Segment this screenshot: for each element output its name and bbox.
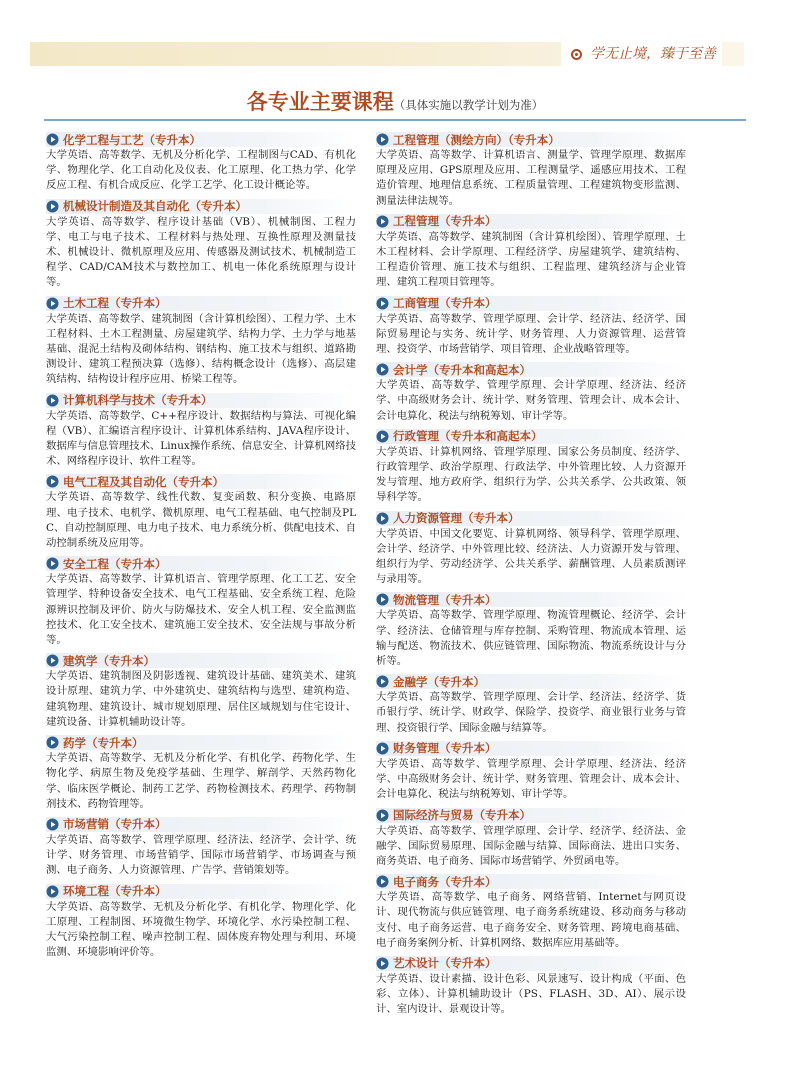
major-entry (376, 741, 686, 803)
major-entry (46, 884, 356, 961)
major-courses: 大学英语、高等数学、电子商务、网络营销、Internet与网页设计、现代物流与供应链管理、电子商务系统建设、移动商务与移动支付、电子商务运营、电子商务安全、财务管理、跨境电商基础、电子商务案例分析、计算机网络、数据库应用基础等。 (376, 891, 686, 949)
major-courses: 大学英语、高等数学、管理学原理、会计学、经济法、经济学、国际贸易理论与实务、统计学、财务管理、人力资源管理、运营管理、投资学、市场营销学、项目管理、企业战略管理等。 (376, 312, 686, 356)
major-entry (376, 511, 686, 588)
major-entry (46, 132, 356, 194)
major-entry (376, 362, 686, 424)
major-name: 人力资源管理（专升本） (393, 511, 520, 526)
left-column (46, 132, 356, 965)
major-heading (376, 214, 686, 229)
major-heading (376, 808, 686, 823)
major-entry (46, 653, 356, 730)
major-courses: 大学英语、高等数学、C++程序设计、数据结构与算法、可视化编程（VB）、汇编语言程序设计、计算机体系结构、JAVA程序设计、数据库与信息管理技术、Linux操作系统、信息安全、计算机网络技术、网络程序设计、软件工程等。 (46, 409, 357, 468)
major-name: 工程管理（专升本） (393, 214, 497, 229)
major-heading (46, 884, 356, 899)
major-courses: 大学英语、高等数学、管理学原理、物流管理概论、经济学、会计学、经济法、仓储管理与库存控制、采购管理、物流成本管理、运输与配送、物流技术、供应链管理、国际物流、物流系统设计与分析等。 (376, 609, 686, 668)
major-heading (46, 653, 356, 668)
major-heading (376, 511, 686, 526)
play-triangle-icon (376, 809, 389, 822)
major-entry (376, 132, 686, 209)
major-courses: 大学英语、高等数学、建筑制图（含计算机绘图）、工程力学、土木工程材料、土木工程测量、房屋建筑学、结构力学、土力学与地基基础、混泥土结构及砌体结构、钢结构、施工技术与组织、道路勘测设计、建筑工程预决算（选修）、结构概念设计（选修）、高层建筑结构、结构设计程序应用、桥梁工程等。 (46, 312, 356, 386)
major-heading (376, 674, 686, 689)
major-name: 药学（专升本） (63, 735, 144, 750)
major-courses: 大学英语、高等数学、程序设计基础（VB）、机械制图、工程力学、电工与电子技术、工程材料与热处理、互换性原理及测量技术、机械设计、微机原理及应用、传感器及测试技术、机械制造工程学、CAD/CAM技术与数控加工、机电一体化系统原理与设计等。 (46, 215, 356, 289)
major-name: 行政管理（专升本和高起本） (393, 429, 543, 444)
major-name: 工商管理（专升本） (393, 296, 497, 311)
slogan-text: 学无止境，臻于至善 (590, 46, 716, 62)
play-triangle-icon (376, 675, 389, 688)
slogan (561, 42, 722, 66)
major-courses: 大学英语、设计素描、设计色彩、风景速写、设计构成（平面、色彩、立体）、计算机辅助设计（PS、FLASH、3D、AI）、展示设计、室内设计、景观设计等。 (376, 972, 686, 1016)
play-triangle-icon (376, 215, 389, 228)
major-name: 环境工程（专升本） (63, 884, 167, 899)
major-entry (46, 556, 356, 648)
play-triangle-icon (46, 200, 59, 213)
major-courses: 大学英语、建筑制图及阴影透视、建筑设计基础、建筑美术、建筑设计原理、建筑力学、中外建筑史、建筑结构与选型、建筑构造、建筑物理、建筑设计、城市规划原理、居住区域规划与住宅设计、建筑设备、计算机辅助设计等。 (46, 670, 356, 728)
major-entry (376, 296, 686, 358)
major-courses: 大学英语、高等数学、线性代数、复变函数、积分变换、电路原理、电子技术、电机学、微机原理、电气工程基础、电气控制及PLC、自动控制原理、电力电子技术、电力系统分析、供配电技术、自动控制系统及应用等。 (46, 491, 356, 550)
major-courses: 大学英语、高等数学、管理学原理、会计学原理、经济法、经济学、中高级财务会计、统计学、财务管理、管理会计、成本会计、会计电算化、税法与纳税筹划、审计学等。 (376, 379, 686, 422)
major-name: 艺术设计（专升本） (393, 956, 497, 971)
play-triangle-icon (46, 394, 59, 407)
page-title: 各专业主要课程 (246, 90, 394, 114)
title-divider (44, 119, 746, 121)
major-courses: 大学英语、高等数学、管理学原理、会计学原理、经济法、经济学、中高级财务会计、统计学、财务管理、管理会计、成本会计、会计电算化、税法与纳税筹划、审计学等。 (376, 757, 686, 801)
major-entry (46, 199, 356, 291)
major-name: 物流管理（专升本） (393, 592, 497, 607)
major-heading (376, 592, 686, 607)
major-name: 建筑学（专升本） (63, 653, 155, 668)
major-name: 化学工程与工艺（专升本） (63, 132, 201, 147)
major-heading (376, 956, 686, 971)
major-courses: 大学英语、高等数学、无机及分析化学、有机化学、药物化学、生物化学、病原生物及免疫学基础、生理学、解剖学、天然药物化学、临床医学概论、制药工艺学、药物检测技术、药理学、药物制剂技术、药物管理等。 (46, 752, 356, 810)
play-triangle-icon (46, 654, 59, 667)
right-column (376, 132, 686, 1023)
major-courses: 大学英语、高等数学、无机及分析化学、工程制图与CAD、有机化学、物理化学、化工自动化及仪表、化工原理、化工热力学、化学反应工程、有机合成反应、化学工艺学、化工设计概论等。 (46, 149, 356, 192)
major-heading (46, 296, 356, 311)
play-triangle-icon (376, 742, 389, 755)
play-triangle-icon (46, 297, 59, 310)
major-entry (376, 674, 686, 736)
major-name: 土木工程（专升本） (63, 296, 167, 311)
header-band (30, 42, 744, 66)
major-entry (46, 817, 356, 879)
major-heading (376, 874, 686, 889)
play-triangle-icon (376, 133, 389, 146)
major-heading (376, 362, 686, 377)
major-courses: 大学英语、高等数学、管理学原理、会计学、经济学、经济法、金融学、国际贸易原理、国际金融与结算、国际商法、进出口实务、商务英语、电子商务、国际市场营销学、外贸函电等。 (376, 824, 686, 867)
major-entry (376, 874, 686, 951)
major-courses: 大学英语、计算机网络、管理学原理、国家公务员制度、经济学、行政管理学、政治学原理、行政法学、中外管理比较、人力资源开发与管理、地方政府学、组织行为学、公共关系学、公共政策、领导科学等。 (376, 445, 686, 504)
major-entry (46, 735, 356, 812)
major-heading (376, 296, 686, 311)
major-entry (376, 808, 686, 870)
major-courses: 大学英语、高等数学、管理学原理、会计学、经济法、经济学、货币银行学、统计学、财政学、保险学、投资学、商业银行业务与管理、投资银行学、国际金融与结算等。 (376, 691, 686, 734)
major-name: 电气工程及其自动化（专升本） (63, 474, 224, 489)
major-name: 电子商务（专升本） (393, 874, 497, 889)
major-courses: 大学英语、高等数学、管理学原理、经济法、经济学、会计学、统计学、财务管理、市场营销学、国际市场营销学、市场调查与预测、电子商务、人力资源管理、广告学、营销策划等。 (46, 833, 356, 877)
major-courses: 大学英语、高等数学、计算机语言、管理学原理、化工工艺、安全管理学、特种设备安全技术、电气工程基础、安全系统工程、危险源辨识控制及评价、防火与防爆技术、安全人机工程、安全监测监控技术、化工安全技术、建筑施工安全技术、安全法规与事故分析等。 (46, 573, 356, 647)
major-courses: 大学英语、中国文化要览、计算机网络、领导科学、管理学原理、会计学、经济学、中外管理比较、经济法、人力资源开发与管理、组织行为学、劳动经济学、公共关系学、薪酬管理、人员素质测评与录用等。 (376, 527, 686, 586)
play-triangle-icon (46, 885, 59, 898)
major-courses: 大学英语、高等数学、建筑制图（含计算机绘图）、管理学原理、土木工程材料、会计学原理、工程经济学、房屋建筑学、建筑结构、工程造价管理、施工技术与组织、工程监理、建筑经济与企业管理、建筑工程项目管理等。 (376, 230, 686, 289)
major-courses: 大学英语、高等数学、无机及分析化学、有机化学、物理化学、化工原理、工程制图、环境微生物学、环境化学、水污染控制工程、大气污染控制工程、噪声控制工程、固体废弃物处理与利用、环境监测、环境影响评价等。 (46, 900, 356, 959)
major-name: 国际经济与贸易（专升本） (393, 808, 531, 822)
major-entry (376, 214, 686, 291)
major-heading (46, 817, 356, 832)
major-entry (376, 592, 686, 669)
page-heading (0, 86, 790, 116)
major-entry (46, 296, 356, 388)
major-name: 金融学（专升本） (393, 674, 485, 689)
play-triangle-icon (46, 736, 59, 749)
major-heading (46, 735, 356, 750)
play-triangle-icon (376, 957, 389, 970)
major-name: 计算机科学与技术（专升本） (63, 393, 213, 408)
play-triangle-icon (46, 557, 59, 570)
play-triangle-icon (46, 475, 59, 488)
play-triangle-icon (46, 818, 59, 831)
major-courses: 大学英语、高等数学、计算机语言、测量学、管理学原理、数据库原理及应用、GPS原理及应用、工程测量学、遥感应用技术、工程造价管理、地理信息系统、工程质量管理、工程建筑物变形监测、测量法律法规等。 (376, 149, 686, 207)
major-name: 财务管理（专升本） (393, 741, 497, 756)
major-heading (46, 474, 356, 489)
major-heading (376, 741, 686, 756)
play-triangle-icon (376, 593, 389, 606)
major-entry (376, 956, 686, 1018)
major-heading (46, 199, 356, 214)
play-triangle-icon (376, 363, 389, 376)
play-triangle-icon (376, 512, 389, 525)
play-triangle-icon (376, 297, 389, 310)
major-heading (376, 132, 686, 147)
major-heading (46, 393, 356, 408)
major-heading (46, 132, 356, 147)
play-triangle-icon (376, 875, 389, 888)
major-name: 市场营销（专升本） (63, 817, 167, 832)
major-entry (376, 429, 686, 506)
major-heading (376, 429, 686, 444)
major-name: 工程管理（测绘方向）（专升本） (393, 132, 560, 147)
circle-mark-icon (571, 49, 582, 60)
major-entry (46, 474, 356, 551)
major-name: 机械设计制造及其自动化（专升本） (63, 199, 247, 214)
major-name: 安全工程（专升本） (63, 556, 167, 571)
major-name: 会计学（专升本和高起本） (393, 362, 531, 377)
play-triangle-icon (376, 430, 389, 443)
major-entry (46, 393, 356, 470)
page-title-note: （具体实施以教学计划为准） (393, 98, 544, 112)
play-triangle-icon (46, 133, 59, 146)
major-heading (46, 556, 356, 571)
